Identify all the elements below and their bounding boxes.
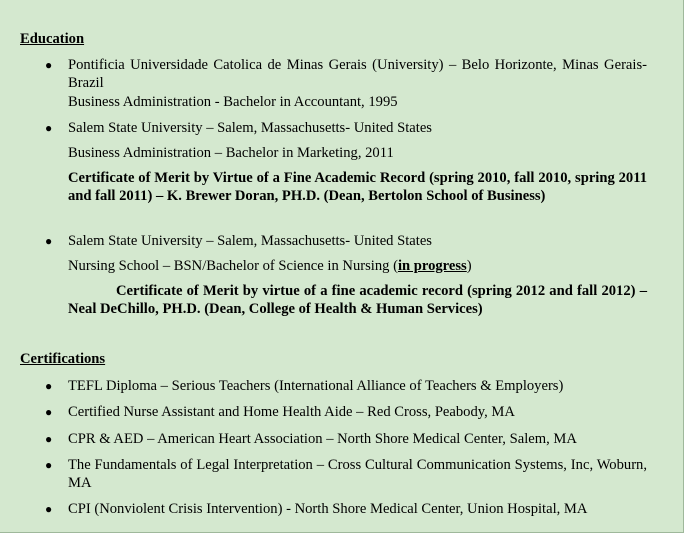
certification-item: [45, 403, 647, 421]
degree-line: Business Administration – Bachelor in Marketing, 2011: [68, 145, 394, 161]
bullet-icon: ●: [45, 58, 53, 72]
certifications-heading: Certifications: [20, 351, 106, 367]
institution-line: Pontificia Universidade Catolica de Minas Gerais (University) – Belo Horizonte, Minas Gerais- Brazil: [68, 57, 647, 91]
bullet-icon: ●: [45, 502, 53, 516]
status-text: in progress: [397, 258, 467, 274]
certification-item: [45, 456, 647, 492]
certification-item: [45, 430, 647, 448]
institution-line: Salem State University – Salem, Massachusetts- United States: [68, 120, 432, 136]
certification-text: CPR & AED – American Heart Association – North Shore Medical Center, Salem, MA: [68, 431, 577, 447]
institution-line: Salem State University – Salem, Massachusetts- United States: [68, 233, 432, 249]
bullet-icon: ●: [45, 405, 53, 419]
education-entry-3: [45, 232, 647, 250]
education-entry-2: [45, 119, 647, 137]
bullet-icon: ●: [45, 234, 53, 248]
education-heading: Education: [20, 31, 85, 47]
degree-line: Business Administration - Bachelor in Accountant, 1995: [68, 94, 398, 110]
degree-line: [68, 257, 647, 275]
bullet-icon: ●: [45, 379, 53, 393]
award-line: Certificate of Merit by Virtue of a Fine Academic Record (spring 2010, fall 2010, spring 2011 and fall 2011) – K. Brewer Doran, PH.D. (Dean, Bertolon School of Business): [68, 170, 647, 204]
certification-item: [45, 377, 647, 395]
certification-item: [45, 500, 647, 518]
certification-text: TEFL Diploma – Serious Teachers (International Alliance of Teachers & Employers): [68, 378, 564, 394]
education-entry-1: [45, 56, 647, 92]
certification-text: Certified Nurse Assistant and Home Health Aide – Red Cross, Peabody, MA: [68, 404, 515, 420]
bullet-icon: ●: [45, 432, 53, 446]
award-line: Certificate of Merit by virtue of a fine academic record (spring 2012 and fall 2012) – Neal DeChillo, PH.D. (Dean, College of Health & Human Services): [68, 283, 647, 317]
bullet-icon: ●: [45, 121, 53, 135]
certification-text: CPI (Nonviolent Crisis Intervention) - North Shore Medical Center, Union Hospital, MA: [68, 501, 588, 517]
certification-text: The Fundamentals of Legal Interpretation – Cross Cultural Communication Systems, Inc, Woburn, MA: [68, 457, 647, 491]
bullet-icon: ●: [45, 458, 53, 472]
degree-text: Nursing School – BSN/Bachelor of Science in Nursing (: [68, 258, 398, 274]
degree-suffix: ): [466, 258, 472, 274]
